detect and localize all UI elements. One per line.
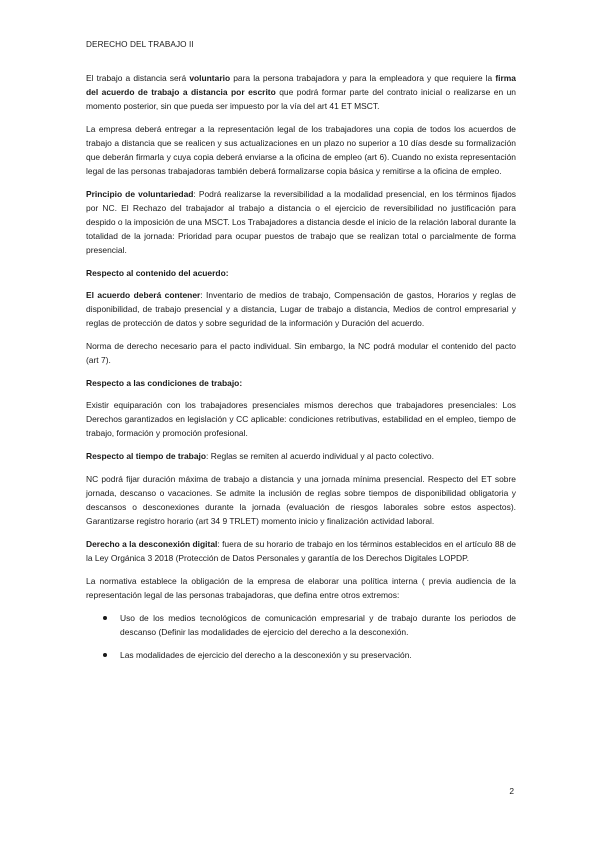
text: que podrá formar parte del contrato inicial o realizarse en un momento posterior, sin que pueda ser impuesto por la vía del art 41 ET MSCT. xyxy=(86,87,516,111)
paragraph-politica: La normativa establece la obligación de la empresa de elaborar una política interna ( previa audiencia de la representación legal de las personas trabajadoras, que defina entre otros extremos: xyxy=(86,576,516,600)
text: El trabajo a distancia será xyxy=(86,73,190,83)
heading-condiciones xyxy=(86,376,516,390)
list-item xyxy=(86,611,516,639)
page-number: 2 xyxy=(509,786,514,796)
paragraph-desconexion xyxy=(86,537,516,565)
page-header: DERECHO DEL TRABAJO II xyxy=(86,40,194,49)
bold-term: Derecho a la desconexión digital xyxy=(86,539,218,549)
list-item-text: Las modalidades de ejercicio del derecho a la desconexión y su preservación. xyxy=(120,650,412,660)
section-heading: Respecto al contenido del acuerdo: xyxy=(86,268,229,278)
paragraph-jornada: NC podrá fijar duración máxima de trabajo a distancia y una jornada mínima presencial. Respecto del ET sobre jornada, descanso o vacaciones. Se admite la inclusión de reglas sobre tiempos de disponibilidad obligatoria y descansos o desconexiones durante la jornada (evaluación de riesgos laborales sobre estos aspectos). Garantizarse registro horario (art 34 9 TRLET) momento inicio y finalización actividad laboral. xyxy=(86,474,516,526)
list-item xyxy=(86,648,516,662)
paragraph-tiempo xyxy=(86,449,516,463)
list-item-text: Uso de los medios tecnológicos de comunicación empresarial y de trabajo durante los periodos de descanso (Definir las modalidades de ejercicio del derecho a la desconexión. xyxy=(120,613,516,637)
heading-contenido xyxy=(86,266,516,280)
paragraph-contenido xyxy=(86,288,516,330)
paragraph-equiparacion: Existir equiparación con los trabajadores presenciales mismos derechos que trabajadores presenciales: Los Derechos garantizados en legislación y CC aplicable: condiciones retributivas, estabilidad en el empleo, tiempo de trabajo, formación y promoción profesional. xyxy=(86,400,516,438)
text: : Podrá realizarse la reversibilidad a la modalidad presencial, en los términos fijados por NC. El Rechazo del trabajador al trabajo a distancia o el ejercicio de reversibilidad no justificación para despido o la imposición de una MSCT. Los Trabajadores a distancia desde el inicio de la relación laboral durante la totalidad de la jornada: Prioridad para ocupar puestos de trabajo que se realizan total o parcialmente de forma presencial. xyxy=(86,189,516,255)
bullet-icon xyxy=(103,653,107,657)
paragraph-norma: Norma de derecho necesario para el pacto individual. Sin embargo, la NC podrá modular el contenido del pacto (art 7). xyxy=(86,341,516,365)
text: : fuera de su horario de trabajo en los términos establecidos en el artículo 88 de la Ley Orgánica 3 2018 (Protección de Datos Personales y garantía de los Derechos Digitales LOPDP. xyxy=(86,539,516,563)
paragraph-copy-obligation: La empresa deberá entregar a la representación legal de los trabajadores una copia de todos los acuerdos de trabajo a distancia que se realicen y sus actualizaciones en un plazo no superior a 10 días desde su formalización que deberán firmarla y cuya copia deberá enviarse a la oficina de empleo (art 6). Cuando no exista representación legal de las personas trabajadoras también deberá formalizarse copia básica y remitirse a la oficina de empleo. xyxy=(86,124,516,176)
bold-term: Respecto al tiempo de trabajo xyxy=(86,451,207,461)
bullet-list xyxy=(86,611,516,662)
bold-term: Principio de voluntariedad xyxy=(86,189,194,199)
paragraph-voluntariedad xyxy=(86,187,516,257)
text: para la persona trabajadora y para la empleadora y que requiere la xyxy=(230,73,496,83)
paragraph-voluntary xyxy=(86,71,516,113)
text: : Reglas se remiten al acuerdo individual y al pacto colectivo. xyxy=(206,451,434,461)
section-heading: Respecto a las condiciones de trabajo: xyxy=(86,378,243,388)
bold-term: voluntario xyxy=(189,73,231,83)
bold-term: El acuerdo deberá contener xyxy=(86,290,201,300)
text: : Inventario de medios de trabajo, Compensación de gastos, Horarios y reglas de disponibilidad, de trabajo presencial y a distancia, Lugar de trabajo a distancia, Medios de control empresarial y reglas de protección de datos y sobre seguridad de la información y Duración del acuerdo. xyxy=(86,290,516,328)
document-body xyxy=(86,71,516,671)
bullet-icon xyxy=(103,616,107,620)
bold-term: firma del acuerdo de trabajo a distancia por escrito xyxy=(86,73,516,97)
